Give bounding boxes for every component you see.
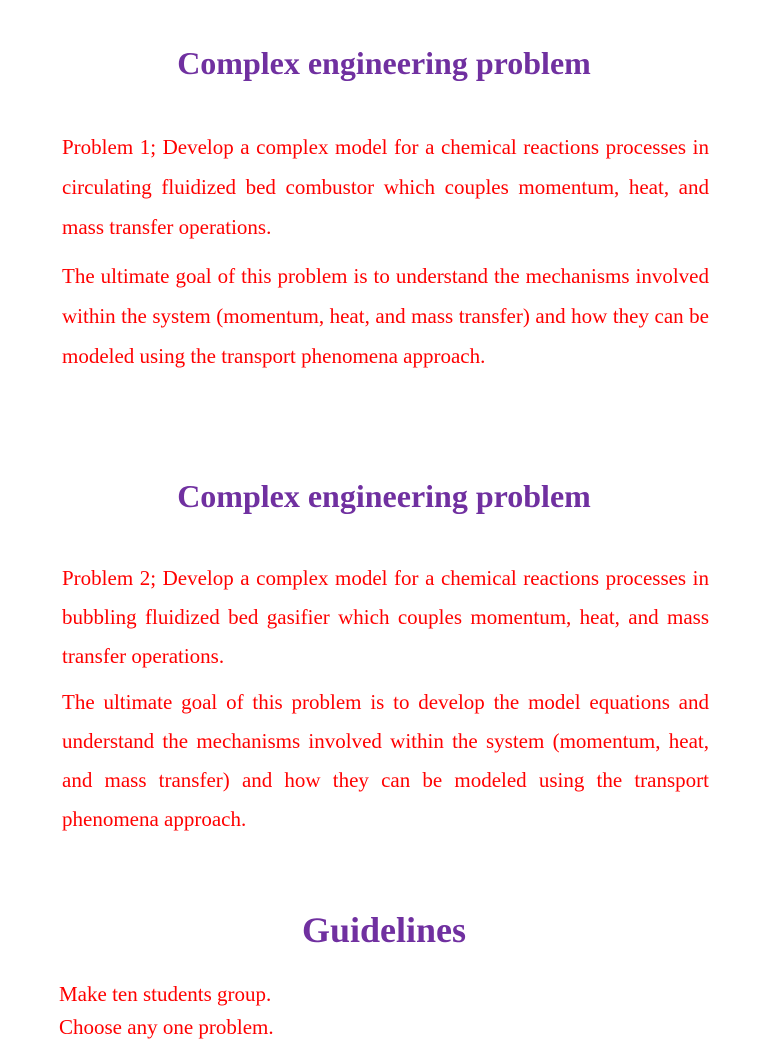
- problem2-description: Problem 2; Develop a complex model for a chemical reactions processes in bubbling fluidized bed gasifier which couples momentum, heat, and mass transfer operations.: [62, 566, 709, 668]
- guideline-item: Make ten students group.: [59, 982, 272, 1006]
- guidelines-heading: Guidelines: [301, 910, 467, 950]
- problem1-goal: The ultimate goal of this problem is to understand the mechanisms involved within the system (momentum, heat, and mass transfer) and how they can be modeled using the transport phenomena approach.: [62, 264, 709, 368]
- problem1-description: Problem 1; Develop a complex model for a chemical reactions processes in circulating fluidized bed combustor which couples momentum, heat, and mass transfer operations.: [62, 135, 709, 239]
- section1-heading: Complex engineering problem: [177, 45, 591, 81]
- guideline-item: Choose any one problem.: [59, 1015, 274, 1039]
- section2-heading: Complex engineering problem: [177, 478, 591, 514]
- problem2-goal: The ultimate goal of this problem is to develop the model equations and understand the mechanisms involved within the system (momentum, heat, and mass transfer) and how they can be modeled using the transport phenomena approach.: [62, 690, 709, 831]
